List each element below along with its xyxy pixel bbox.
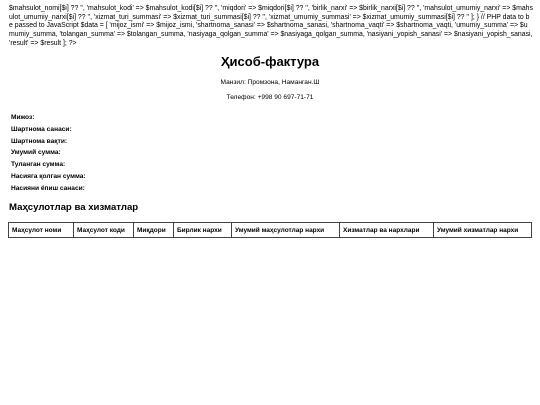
table-header-row — [9, 223, 532, 238]
column-header-product-name: Маҳсулот номи — [9, 223, 74, 238]
products-table-container — [8, 222, 532, 238]
field-paid-amount: Туланган сумма: — [11, 161, 66, 169]
products-section-heading: Маҳсулотлар ва хизматлар — [9, 202, 139, 213]
column-header-unit-price: Бирлик нархи — [174, 223, 232, 238]
customer-details — [11, 112, 86, 195]
column-header-total-services-price: Умумий хизматлар нархи — [434, 223, 532, 238]
products-table — [8, 222, 532, 238]
company-address: Манзил: Промзона, Наманган.Ш — [220, 79, 320, 86]
field-client: Мижоз: — [11, 114, 35, 121]
field-total-amount: Умумий сумма: — [11, 149, 61, 157]
field-contract-time: Шартнома вақти: — [11, 137, 68, 145]
field-contract-date: Шартнома санаси: — [11, 125, 72, 133]
column-header-product-code: Маҳсулот коди — [74, 223, 134, 238]
field-credit-close-date: Насияни ёпиш санаси: — [11, 184, 85, 192]
column-header-total-products-price: Умумий маҳсулотлар нархи — [232, 223, 340, 238]
company-phone: Телефон: +998 90 697-71-71 — [226, 94, 314, 101]
raw-php-code-text: $mahsulot_nomi[$i] ?? '', 'mahsulot_kodi' => $mahsulot_kodi[$i] ?? '', 'miqdori' => $miqdori[$i] ?? '', 'birlik_narxi' => $birlik_narxi[$i] ?? '', 'mahsulot_umumiy_narxi' => $mahsulot_umumiy_narxi[$i] ?? '', 'xizmat_turi_summasi' => $xizmat_turi_summasi[$i] ?? '', 'xizmat_umumiy_summasi' => $xizmat_umumiy_summasi[$i] ?? '' ]; } // PHP data to be passed to JavaScript $data = [ 'mijoz_ismi' => $mijoz_ismi, 'shartnoma_sanasi' => $shartnoma_sanasi, 'shartnoma_vaqti' => $shartnoma_vaqti, 'umumiy_summa' => $umumiy_summa, 'tolangan_summa' => $tolangan_summa, 'nasiyaga_qolgan_summa' => $nasiyaga_qolgan_summa, 'nasiyani_yopish_sanasi' => $nasiyani_yopish_sanasi, 'result' => $result ]; ?> — [9, 5, 533, 47]
invoice-title: Ҳисоб-фактура — [220, 54, 320, 69]
column-header-services-prices: Хизматлар ва нархлари — [340, 223, 434, 238]
column-header-quantity: Миқдори — [134, 223, 174, 238]
field-credit-remaining: Насияга қолган сумма: — [11, 172, 86, 180]
